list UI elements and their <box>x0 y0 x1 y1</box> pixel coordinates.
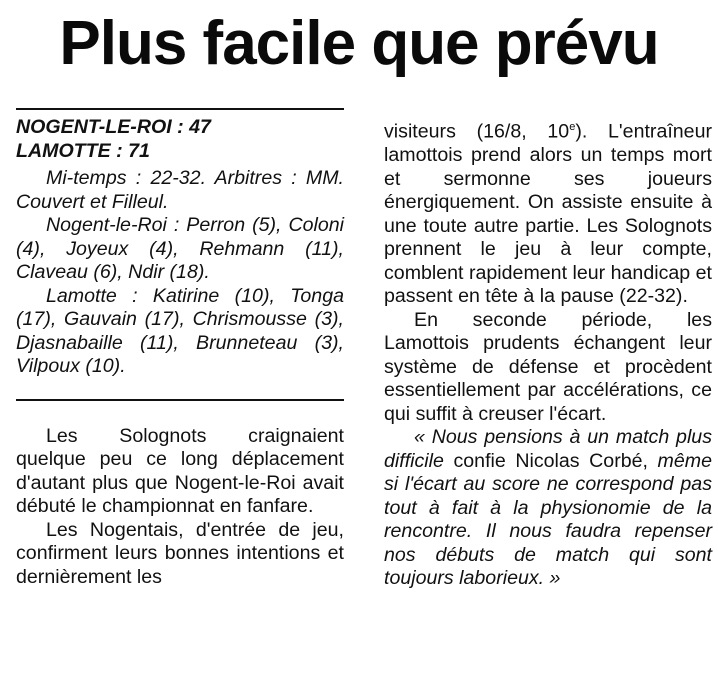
headline: Plus facile que prévu <box>59 9 659 78</box>
score-team2: LAMOTTE : 71 <box>16 139 150 162</box>
quote-attribution: confie Nicolas Corbé, <box>443 449 658 472</box>
middle-rule <box>16 399 344 401</box>
match-info <box>16 167 344 379</box>
top-rule <box>16 108 344 110</box>
article-paragraph-1: Les Solognots craignaient quelque peu ce long déplacement d'autant plus que Nogent-le-Roi avait débuté le championnat en fanfare. <box>16 424 344 517</box>
article-paragraph-2-start: Les Nogentais, d'entrée de jeu, confirment leurs bonnes intentions et dernièrement les <box>16 518 344 588</box>
left-column <box>16 108 344 589</box>
nogent-lineup: Nogent-le-Roi : Perron (5), Coloni (4), Joyeux (4), Rehmann (11), Claveau (6), Ndir (18). <box>16 214 344 283</box>
halftime-referees: Mi-temps : 22-32. Arbitres : MM. Couvert et Filleul. <box>16 167 344 213</box>
article-paragraph-3: En seconde période, les Lamottois prudents échangent leur système de défense et procèdent essentiellement par accélérations, ce qui suffit à creuser l'écart. <box>384 308 712 425</box>
quote-part-2: même si l'écart au score ne correspond pas tout à fait à la physionomie de la rencontre. Il nous faudra repenser nos débuts de match qui sont toujours laborieux. » <box>384 449 712 590</box>
score-team1: NOGENT-LE-ROI : 47 <box>16 116 211 138</box>
article-paragraph-2-continued: visiteurs (16/8, 10e). L'entraîneur lamottois prend alors un temps mort et sermonne ses joueurs énergiquement. On assiste ensuite à une toute autre partie. Les Solognots prennent le jeu à leur compte, comblent rapidement leur handicap et passent en tête à la pause (22-32). <box>384 120 712 308</box>
quote-paragraph <box>384 426 712 591</box>
lamotte-lineup: Lamotte : Katirine (10), Tonga (17), Gauvain (17), Chrismousse (3), Djasnabaille (11), Brunneteau (3), Vilpoux (10). <box>16 284 344 377</box>
quote-part-1: « Nous pensions à un match plus difficile <box>384 426 712 472</box>
right-column <box>384 116 712 591</box>
